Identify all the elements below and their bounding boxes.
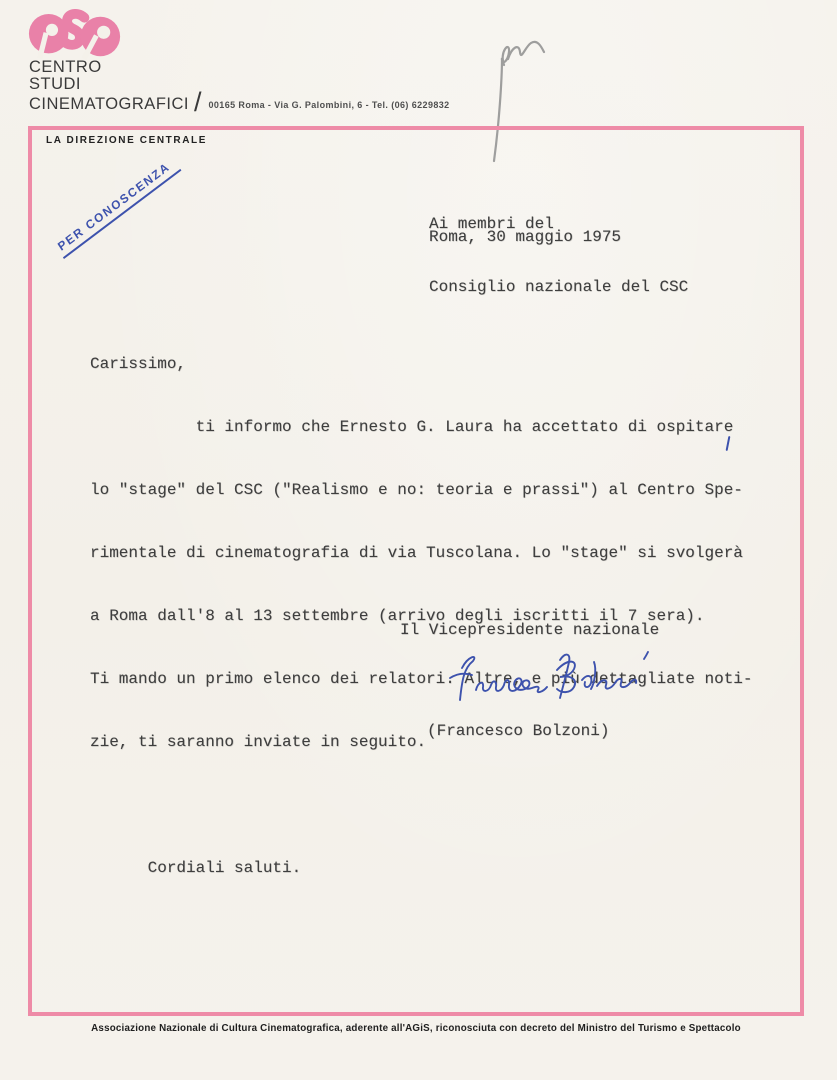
org-name-line-2: STUDI — [29, 75, 81, 93]
per-conoscenza-stamp: PER CONOSCENZA — [54, 154, 182, 259]
body-line: ti informo che Ernesto G. Laura ha accettato di ospitare — [90, 418, 734, 436]
department-label: LA DIREZIONE CENTRALE — [46, 135, 208, 146]
letterhead-address: 00165 Roma - Via G. Palombini, 6 - Tel. (06) 6229832 — [208, 100, 450, 110]
body-line: rimentale di cinematografia di via Tuscolana. Lo "stage" si svolgerà — [90, 544, 743, 562]
signature-handwriting — [444, 646, 662, 720]
footer-text: Associazione Nazionale di Cultura Cinematografica, aderente all'AGiS, riconosciuta con decreto del Ministro del Turismo e Spettacolo — [91, 1023, 741, 1034]
org-name-line-3: CINEMATOGRAFICI — [29, 95, 189, 113]
body-line: zie, ti saranno inviate in seguito. — [90, 733, 427, 751]
letterhead-slash: / — [193, 87, 202, 117]
recipient-line: Ai membri del — [429, 215, 554, 233]
letter-body — [90, 312, 753, 921]
org-name-row — [29, 87, 450, 117]
signature-typed-name: (Francesco Bolzoni) — [427, 722, 610, 740]
org-name-line-1: CENTRO — [29, 58, 102, 76]
csc-logo-icon — [28, 9, 122, 64]
body-line: a Roma dall'8 al 13 settembre (arrivo degli iscritti il 7 sera). — [90, 607, 705, 625]
body-line: Ti mando un primo elenco dei relatori. Altre, e più dettagliate noti- — [90, 670, 753, 688]
body-line: Carissimo, — [90, 355, 187, 373]
signature-role: Il Vicepresidente nazionale — [400, 621, 660, 639]
body-line: lo "stage" del CSC ("Realismo e no: teoria e prassi") al Centro Spe- — [90, 481, 743, 499]
recipient-line: Consiglio nazionale del CSC — [429, 278, 689, 296]
body-line — [90, 795, 753, 816]
dateline: Roma, 30 maggio 1975 — [429, 228, 622, 246]
body-line: Cordiali saluti. — [90, 859, 302, 877]
